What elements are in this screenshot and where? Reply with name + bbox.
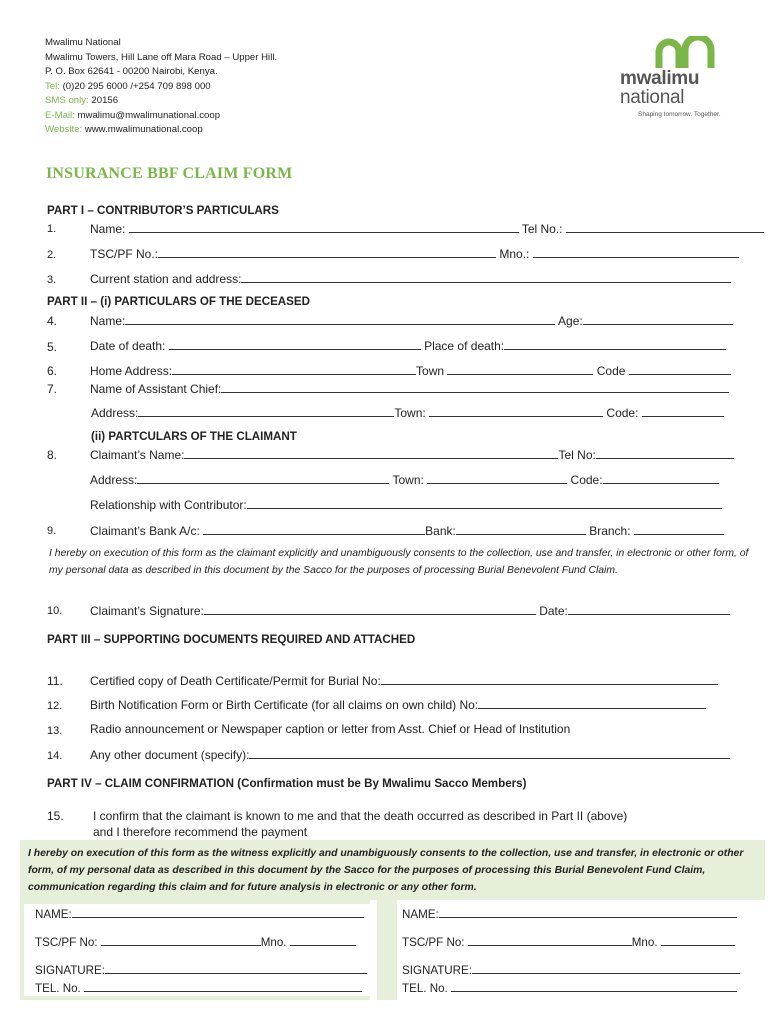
part3-heading: PART III – SUPPORTING DOCUMENTS REQUIRED AND ATTACHED — [47, 633, 416, 646]
relationship-row — [90, 497, 722, 512]
date-of-death-label: Date of death: — [90, 339, 166, 353]
claimant-date-field[interactable] — [568, 603, 730, 615]
home-town-label: Town — [416, 364, 445, 378]
website-label: Website: — [45, 124, 83, 135]
website-value: www.mwalimunational.coop — [84, 124, 203, 135]
radio-announcement-label: Radio announcement or Newspaper caption or letter from Asst. Chief or Head of Institution — [90, 722, 571, 736]
confirmation-line-2: and I therefore recommend the payment — [93, 825, 308, 839]
field-number: 7. — [47, 382, 58, 396]
claimant-code-field[interactable] — [603, 472, 719, 484]
claimant-name-row — [90, 447, 734, 462]
right-witness-tel-label: TEL. No. — [402, 982, 448, 995]
left-witness-tel-label: TEL. No. — [35, 982, 81, 995]
chief-code-field[interactable] — [642, 405, 724, 417]
contributor-name-field[interactable] — [129, 221, 519, 233]
chief-town-label: Town: — [394, 406, 426, 420]
place-of-death-label: Place of death: — [424, 339, 505, 353]
org-email — [45, 109, 220, 124]
email-label: E-Mail: — [45, 109, 75, 121]
part2-heading: PART II – (i) PARTICULARS OF THE DECEASED — [47, 295, 311, 308]
deceased-name-label: Name: — [90, 314, 126, 328]
right-witness-mno-label: Mno. — [631, 936, 658, 949]
left-witness-signature-label: SIGNATURE: — [35, 964, 105, 977]
contributor-name-label: Name: — [90, 222, 126, 236]
deceased-age-field[interactable] — [583, 313, 733, 325]
bank-field[interactable] — [456, 523, 586, 535]
left-witness-tsc-label: TSC/PF No: — [35, 936, 98, 949]
branch-field[interactable] — [634, 523, 724, 535]
field-number: 13. — [47, 725, 63, 737]
org-tel — [45, 80, 211, 95]
place-of-death-field[interactable] — [504, 338, 726, 350]
left-witness-name-row — [35, 906, 364, 921]
org-name: Mwalimu National — [45, 37, 121, 48]
left-witness-tel-field[interactable] — [84, 980, 362, 992]
org-address-2: P. O. Box 62641 - 00200 Nairobi, Kenya. — [45, 66, 218, 77]
date-of-death-field[interactable] — [169, 338, 421, 350]
claimant-signature-label: Claimant’s Signature: — [90, 604, 204, 618]
field-number: 1. — [47, 223, 57, 235]
other-document-field[interactable] — [249, 747, 730, 759]
left-witness-tel-row — [35, 980, 362, 995]
claimant-name-label: Claimant’s Name: — [90, 448, 185, 462]
contributor-name-row — [90, 221, 764, 236]
left-witness-mno-label: Mno. — [260, 936, 287, 949]
death-certificate-field[interactable] — [381, 673, 718, 685]
left-witness-tsc-row — [35, 934, 356, 949]
claimant-signature-row — [90, 603, 730, 618]
field-number: 6. — [47, 364, 58, 378]
field-number: 2. — [47, 249, 57, 261]
current-station-row — [90, 271, 731, 286]
field-number: 5. — [47, 340, 58, 354]
email-value: mwalimu@mwalimunational.coop — [77, 109, 221, 121]
claimant-town-field[interactable] — [427, 472, 567, 484]
right-witness-name-field[interactable] — [439, 906, 737, 918]
right-witness-name-label: NAME: — [402, 908, 439, 921]
field-number: 4. — [47, 314, 58, 328]
contributor-tsc-row — [90, 246, 739, 261]
branch-label: Branch: — [589, 524, 631, 538]
chief-address-label: Address: — [91, 406, 139, 420]
part4-heading: PART IV – CLAIM CONFIRMATION (Confirmation must be By Mwalimu Sacco Members) — [47, 777, 527, 790]
field-number: 14. — [47, 750, 63, 762]
right-witness-tsc-row — [402, 934, 735, 949]
right-witness-tsc-field[interactable] — [468, 934, 632, 946]
claimant-address-label: Address: — [90, 473, 138, 487]
relationship-label: Relationship with Contributor: — [90, 498, 247, 512]
death-details-row — [90, 338, 726, 353]
death-certificate-label: Certified copy of Death Certificate/Permit for Burial No: — [90, 674, 381, 688]
home-address-label: Home Address: — [90, 364, 173, 378]
logo-word-national: national — [620, 87, 685, 108]
chief-address-row — [91, 405, 724, 420]
left-witness-mno-field[interactable] — [290, 934, 356, 946]
other-document-row — [90, 747, 730, 762]
right-witness-tel-row — [402, 980, 737, 995]
bank-account-label: Claimant’s Bank A/c: — [90, 524, 200, 538]
right-witness-signature-row — [402, 962, 740, 977]
relationship-field[interactable] — [247, 497, 722, 509]
right-witness-mno-field[interactable] — [661, 934, 735, 946]
confirmation-line-1: I confirm that the claimant is known to me and that the death occurred as described in Part II (above) — [93, 809, 628, 823]
assistant-chief-field[interactable] — [221, 381, 729, 393]
org-address-1: Mwalimu Towers, Hill Lane off Mara Road – Upper Hill. — [45, 51, 278, 63]
tel-value: (0)20 295 6000 /+254 709 898 000 — [62, 80, 211, 92]
claimant-subheading: (ii) PARTCULARS OF THE CLAIMANT — [91, 430, 297, 443]
field-number: 11. — [47, 674, 63, 688]
birth-certificate-label: Birth Notification Form or Birth Certificate (for all claims on own child) No: — [90, 698, 479, 712]
left-witness-name-label: NAME: — [35, 908, 72, 921]
left-witness-tsc-field[interactable] — [101, 934, 261, 946]
mwalimu-logo-icon — [655, 36, 717, 70]
chief-town-field[interactable] — [429, 405, 603, 417]
claimant-name-field[interactable] — [184, 447, 558, 459]
claimant-tel-label: Tel No: — [558, 448, 596, 462]
deceased-name-field[interactable] — [125, 313, 555, 325]
home-code-field[interactable] — [629, 363, 731, 375]
claimant-consent-text: I hereby on execution of this form as the claimant explicitly and unambiguously consents to the collection, use and transfer, in electronic or other form, of my personal data as described in this document by the Sacco for the purposes of processing Burial Benevolent Fund Claim. — [49, 548, 749, 576]
claimant-bank-row — [90, 523, 724, 538]
left-witness-signature-field[interactable] — [105, 962, 367, 974]
logo-word-mwalimu: mwalimu — [620, 68, 700, 89]
right-witness-tsc-label: TSC/PF No: — [402, 936, 465, 949]
contributor-tel-label: Tel No.: — [521, 222, 563, 236]
home-town-field[interactable] — [447, 363, 593, 375]
home-code-label: Code — [596, 364, 626, 378]
claimant-code-label: Code: — [570, 473, 603, 487]
bank-label: Bank: — [425, 524, 456, 538]
contributor-tsc-field[interactable] — [158, 246, 496, 258]
sms-value: 20156 — [91, 95, 119, 106]
home-address-row — [90, 363, 731, 378]
current-station-field[interactable] — [241, 271, 731, 283]
claimant-address-field[interactable] — [137, 472, 389, 484]
current-station-label: Current station and address: — [90, 272, 242, 286]
field-number: 15. — [47, 809, 64, 823]
form-title: INSURANCE BBF CLAIM FORM — [46, 165, 293, 182]
part1-heading: PART I – CONTRIBUTOR’S PARTICULARS — [47, 204, 279, 217]
field-number: 12. — [47, 700, 63, 712]
right-witness-tel-field[interactable] — [451, 980, 737, 992]
birth-certificate-row — [90, 697, 706, 712]
death-certificate-row — [90, 673, 718, 688]
org-website — [45, 123, 203, 138]
claimant-tel-field[interactable] — [596, 447, 734, 459]
deceased-age-label: Age: — [558, 314, 583, 328]
witness-panel-right — [377, 900, 397, 1000]
other-document-label: Any other document (specify): — [90, 748, 250, 762]
claimant-date-label: Date: — [539, 604, 568, 618]
assistant-chief-row — [90, 381, 729, 396]
chief-address-field[interactable] — [138, 405, 394, 417]
contributor-mno-field[interactable] — [533, 246, 739, 258]
claimant-town-label: Town: — [392, 473, 424, 487]
org-sms — [45, 94, 118, 109]
contributor-tsc-label: TSC/PF No.: — [90, 247, 159, 261]
left-witness-name-field[interactable] — [72, 906, 364, 918]
logo-tagline: Shaping tomorrow. Together. — [638, 111, 721, 118]
left-witness-signature-row — [35, 962, 367, 977]
assistant-chief-label: Name of Assistant Chief: — [90, 382, 222, 396]
chief-code-label: Code: — [606, 406, 639, 420]
claimant-address-row — [90, 472, 719, 487]
field-number: 8. — [47, 448, 58, 462]
deceased-name-row — [90, 313, 733, 328]
home-address-field[interactable] — [172, 363, 416, 375]
field-number: 3. — [47, 274, 57, 286]
contributor-mno-label: Mno.: — [499, 247, 530, 261]
claimant-signature-field[interactable] — [204, 603, 536, 615]
sms-label: SMS only: — [45, 95, 89, 106]
witness-consent-text: I hereby on execution of this form as the witness explicitly and unambiguously consents to the collection, use and transfer, in electronic or other form, of my personal data as described in this document by the Sacco for the purposes of processing this Burial Benevolent Fund Claim, communication regarding this claim and for future analysis in electronic or any other form. — [28, 848, 744, 893]
right-witness-name-row — [402, 906, 737, 921]
field-number: 10. — [47, 605, 63, 617]
birth-certificate-field[interactable] — [478, 697, 706, 709]
field-number: 9. — [47, 525, 57, 537]
tel-label: Tel: — [45, 80, 60, 92]
contributor-tel-field[interactable] — [566, 221, 764, 233]
right-witness-signature-label: SIGNATURE: — [402, 964, 472, 977]
bank-account-field[interactable] — [203, 523, 425, 535]
right-witness-signature-field[interactable] — [472, 962, 740, 974]
